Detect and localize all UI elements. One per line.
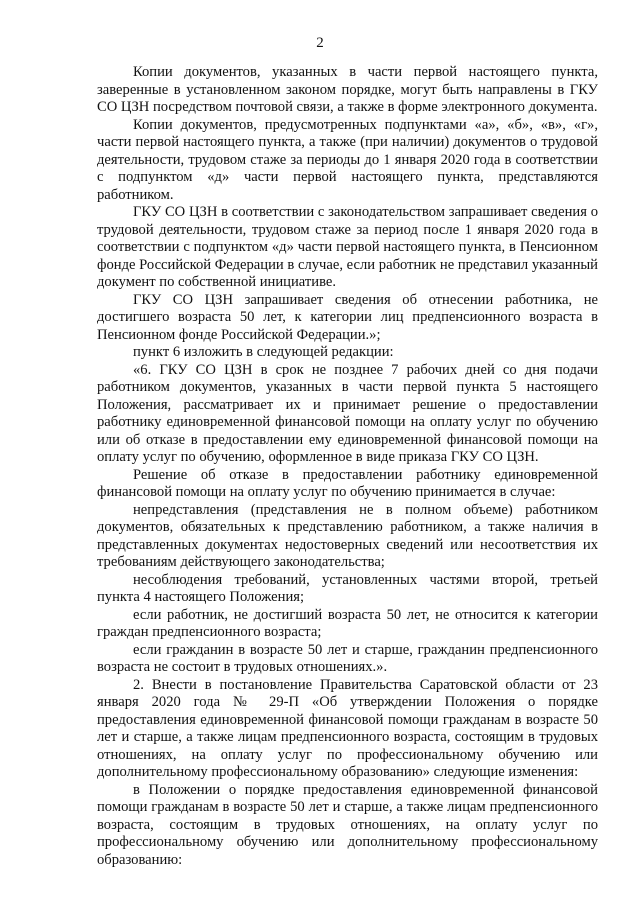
paragraph: Копии документов, указанных в части первой настоящего пункта, заверенные в установленном законом порядке, могут быть направлены в ГКУ СО ЦЗН посредством почтовой связи, а также в форме электронного документа. [97, 64, 598, 115]
paragraph: Копии документов, предусмотренных подпунктами «а», «б», «в», «г», части первой настоящего пункта, а также (при наличии) документов о трудовой деятельности, трудовом стаже за периоды до 1 января 2020 года в соответствии с подпунктом «д» части первой настоящего пункта, представляются работником. [97, 116, 598, 203]
paragraph: 2. Внести в постановление Правительства Саратовской области от 23 января 2020 года № 29-П «Об утверждении Положения о порядке предоставления единовременной финансовой помощи гражданам в возрасте 50 лет и старше, а также лицам предпенсионного возраста, состоящим в трудовых отношениях, на оплату услуг по профессиональному обучению или дополнительному профессиональному образованию» следующие изменения: [97, 676, 598, 780]
paragraph: ГКУ СО ЦЗН в соответствии с законодательством запрашивает сведения о трудовой деятельности, трудовом стаже за период после 1 января 2020 года в соответствии с подпунктом «д» части первой настоящего пункта, в Пенсионном фонде Российской Федерации в случае, если работник не представил указанный документ по собственной инициативе. [97, 204, 598, 290]
paragraph: «6. ГКУ СО ЦЗН в срок не позднее 7 рабочих дней со дня подачи работником документов, указанных в части первой пункта 5 настоящего Положения, рассматривает их и принимает решение о предоставлении работнику единовременной финансовой помощи на оплату услуг по обучению или об отказе в предоставлении ему единовременной финансовой помощи на оплату услуг по обучению, оформленное в виде приказа ГКУ СО ЦЗН. [97, 361, 598, 465]
paragraph: несоблюдения требований, установленных частями второй, третьей пункта 4 настоящего Положения; [97, 571, 598, 605]
paragraph: непредставления (представления не в полном объеме) работником документов, обязательных к представлению работником, а также наличия в представленных документах недостоверных сведений или несоответствия их требованиям действующего законодательства; [97, 501, 598, 570]
paragraph: ГКУ СО ЦЗН запрашивает сведения об отнесении работника, не достигшего возраста 50 лет, к категории лиц предпенсионного возраста в Пенсионном фонде Российской Федерации.»; [97, 291, 598, 343]
paragraph: если гражданин в возрасте 50 лет и старше, гражданин предпенсионного возраста не состоит в трудовых отношениях.». [97, 641, 598, 675]
paragraph: если работник, не достигший возраста 50 лет, не относится к категории граждан предпенсионного возраста; [97, 606, 598, 640]
paragraph: в Положении о порядке предоставления единовременной финансовой помощи гражданам в возрасте 50 лет и старше, а также лицам предпенсионного возраста, состоящим в трудовых отношениях, на оплату услуг по профессиональному обучению или дополнительному профессиональному образованию: [97, 781, 598, 868]
paragraph: пункт 6 изложить в следующей редакции: [133, 344, 394, 360]
paragraph: Решение об отказе в предоставлении работнику единовременной финансовой помощи на оплату услуг по обучению принимается в случае: [97, 466, 598, 500]
document-body [97, 64, 598, 869]
page-number: 2 [316, 35, 324, 51]
